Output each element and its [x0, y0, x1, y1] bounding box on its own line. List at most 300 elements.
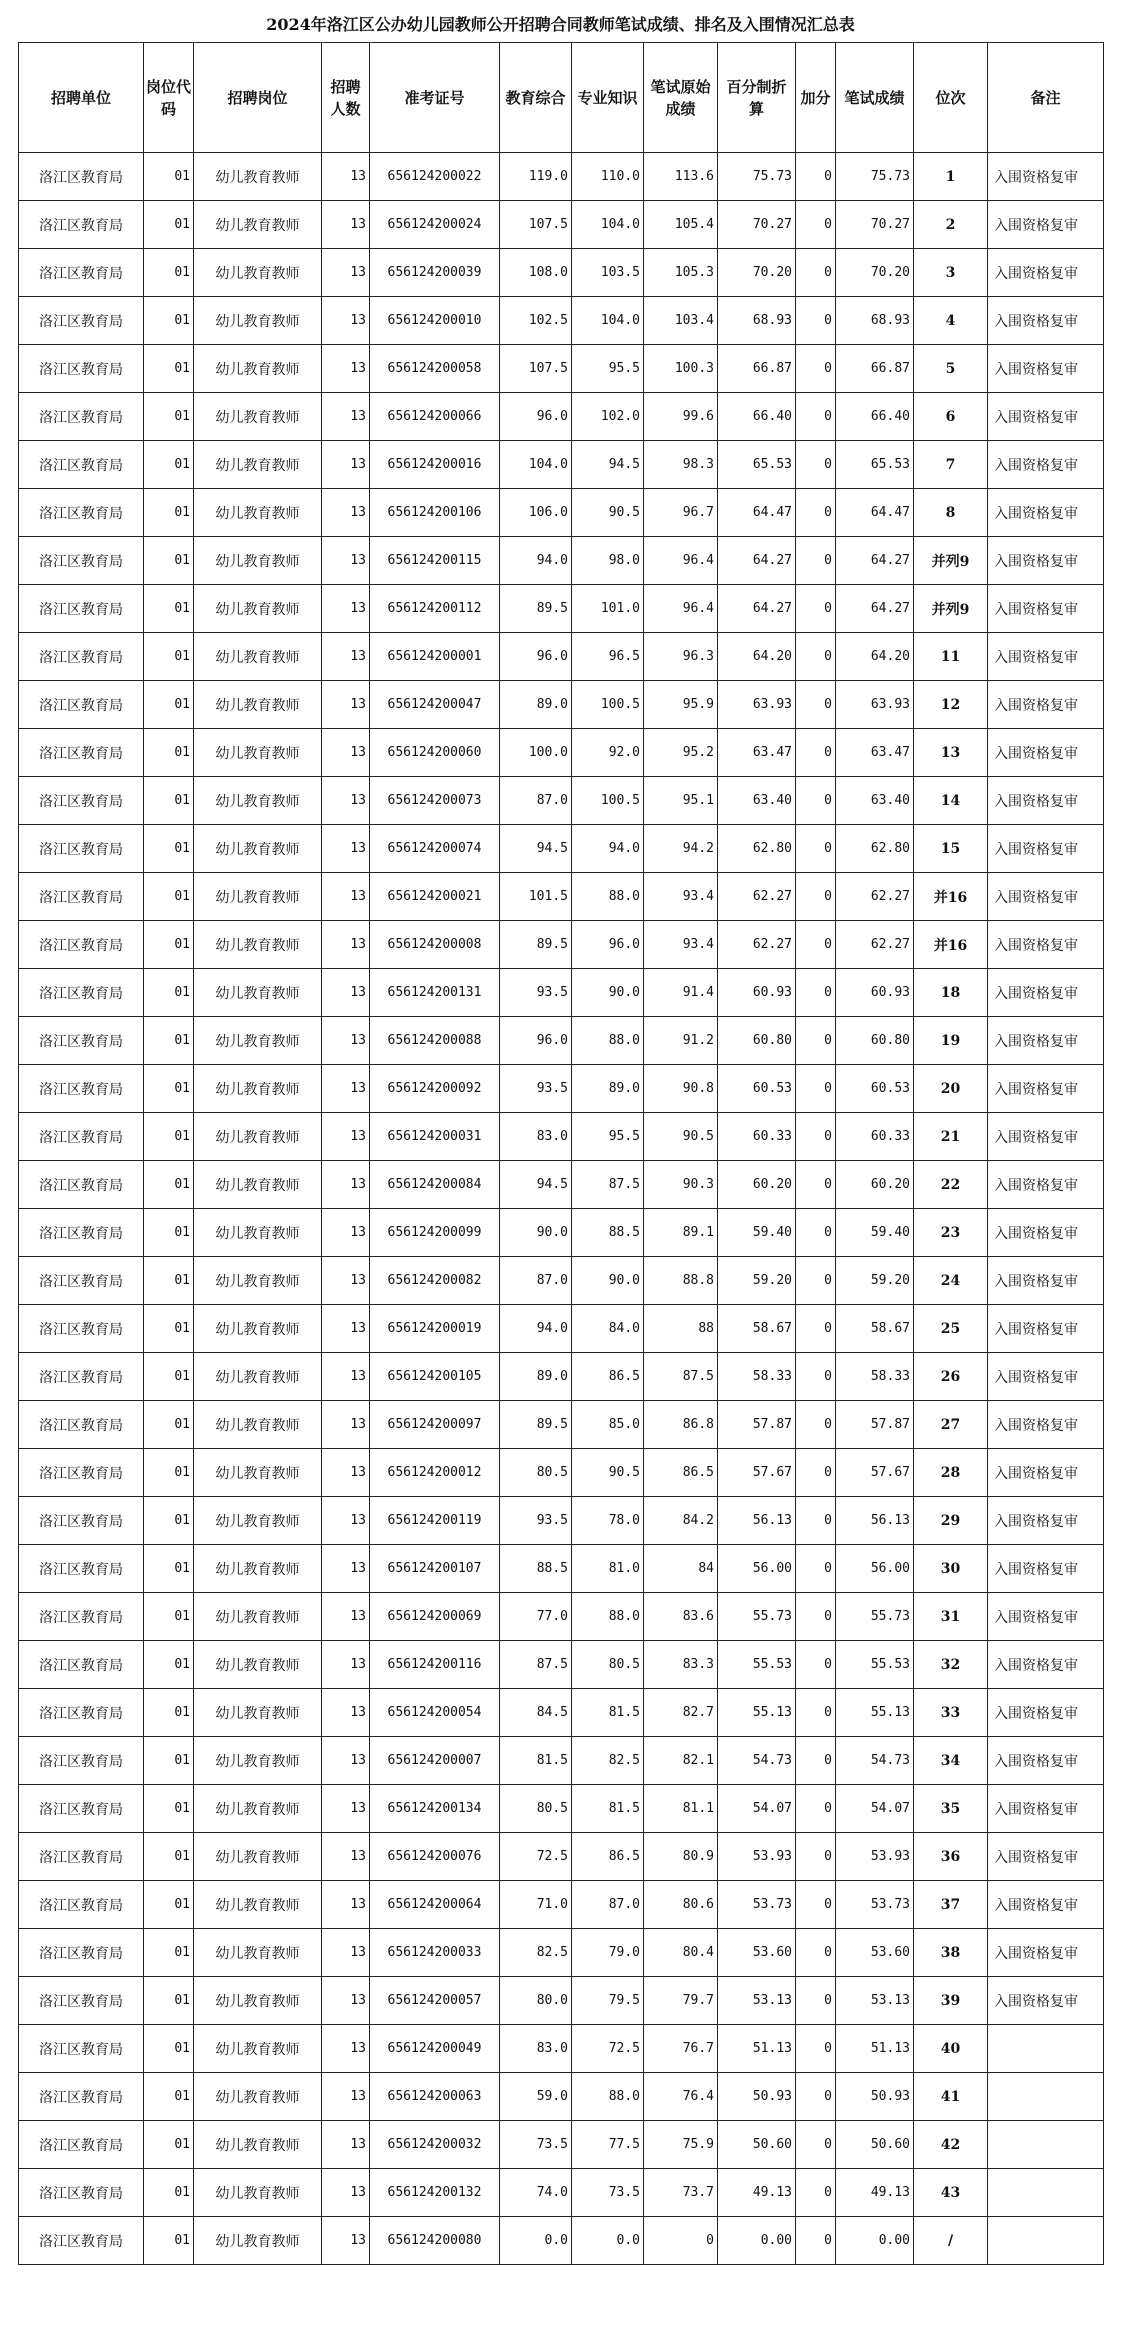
table-row	[19, 1353, 1104, 1401]
table-row	[19, 1641, 1104, 1689]
cell-raw-score: 90.5	[644, 1113, 718, 1161]
cell-ticket-number: 656124200076	[370, 1833, 500, 1881]
cell-note: 入围资格复审	[988, 1977, 1104, 2025]
cell-raw-score: 73.7	[644, 2169, 718, 2217]
cell-note: 入围资格复审	[988, 201, 1104, 249]
cell-post-code: 01	[144, 1209, 194, 1257]
cell-written-score: 56.00	[836, 1545, 914, 1593]
cell-ticket-number: 656124200019	[370, 1305, 500, 1353]
cell-ticket-number: 656124200024	[370, 201, 500, 249]
cell-edu-score: 94.0	[500, 537, 572, 585]
table-row	[19, 921, 1104, 969]
cell-post: 幼儿教育教师	[194, 393, 322, 441]
cell-percent-score: 57.67	[718, 1449, 796, 1497]
cell-post: 幼儿教育教师	[194, 873, 322, 921]
cell-quota: 13	[322, 1401, 370, 1449]
cell-written-score: 75.73	[836, 153, 914, 201]
cell-post: 幼儿教育教师	[194, 2217, 322, 2265]
cell-quota: 13	[322, 201, 370, 249]
cell-edu-score: 107.5	[500, 345, 572, 393]
cell-unit: 洛江区教育局	[19, 2121, 144, 2169]
cell-raw-score: 91.2	[644, 1017, 718, 1065]
cell-quota: 13	[322, 633, 370, 681]
cell-percent-score: 60.80	[718, 1017, 796, 1065]
cell-bonus: 0	[796, 633, 836, 681]
cell-post: 幼儿教育教师	[194, 2169, 322, 2217]
cell-raw-score: 76.4	[644, 2073, 718, 2121]
cell-raw-score: 75.9	[644, 2121, 718, 2169]
cell-prof-score: 94.5	[572, 441, 644, 489]
cell-note: 入围资格复审	[988, 489, 1104, 537]
cell-prof-score: 90.0	[572, 969, 644, 1017]
cell-written-score: 55.73	[836, 1593, 914, 1641]
cell-percent-score: 58.33	[718, 1353, 796, 1401]
cell-quota: 13	[322, 1881, 370, 1929]
cell-edu-score: 72.5	[500, 1833, 572, 1881]
cell-percent-score: 56.00	[718, 1545, 796, 1593]
cell-written-score: 65.53	[836, 441, 914, 489]
cell-rank: 28	[914, 1449, 988, 1497]
cell-written-score: 57.87	[836, 1401, 914, 1449]
table-row	[19, 1929, 1104, 1977]
column-header: 专业知识	[572, 43, 644, 153]
cell-post-code: 01	[144, 681, 194, 729]
cell-post-code: 01	[144, 1929, 194, 1977]
cell-note: 入围资格复审	[988, 297, 1104, 345]
table-row	[19, 873, 1104, 921]
cell-raw-score: 88.8	[644, 1257, 718, 1305]
table-row	[19, 1593, 1104, 1641]
cell-ticket-number: 656124200080	[370, 2217, 500, 2265]
cell-raw-score: 95.9	[644, 681, 718, 729]
cell-unit: 洛江区教育局	[19, 489, 144, 537]
cell-unit: 洛江区教育局	[19, 2217, 144, 2265]
cell-prof-score: 81.0	[572, 1545, 644, 1593]
cell-bonus: 0	[796, 489, 836, 537]
cell-post-code: 01	[144, 1689, 194, 1737]
cell-post-code: 01	[144, 345, 194, 393]
table-row	[19, 393, 1104, 441]
cell-prof-score: 86.5	[572, 1833, 644, 1881]
cell-raw-score: 103.4	[644, 297, 718, 345]
cell-percent-score: 64.27	[718, 585, 796, 633]
cell-prof-score: 95.5	[572, 345, 644, 393]
cell-written-score: 56.13	[836, 1497, 914, 1545]
cell-rank: 37	[914, 1881, 988, 1929]
cell-post-code: 01	[144, 249, 194, 297]
cell-edu-score: 96.0	[500, 1017, 572, 1065]
cell-raw-score: 95.2	[644, 729, 718, 777]
cell-ticket-number: 656124200022	[370, 153, 500, 201]
cell-percent-score: 60.93	[718, 969, 796, 1017]
cell-unit: 洛江区教育局	[19, 1737, 144, 1785]
cell-post-code: 01	[144, 201, 194, 249]
cell-rank: 25	[914, 1305, 988, 1353]
cell-ticket-number: 656124200047	[370, 681, 500, 729]
cell-post-code: 01	[144, 1977, 194, 2025]
cell-unit: 洛江区教育局	[19, 2025, 144, 2073]
cell-post-code: 01	[144, 1785, 194, 1833]
cell-ticket-number: 656124200097	[370, 1401, 500, 1449]
cell-unit: 洛江区教育局	[19, 1353, 144, 1401]
cell-post: 幼儿教育教师	[194, 1737, 322, 1785]
cell-written-score: 64.27	[836, 537, 914, 585]
cell-unit: 洛江区教育局	[19, 1545, 144, 1593]
cell-percent-score: 57.87	[718, 1401, 796, 1449]
cell-written-score: 55.13	[836, 1689, 914, 1737]
cell-rank: 43	[914, 2169, 988, 2217]
cell-rank: 31	[914, 1593, 988, 1641]
cell-edu-score: 77.0	[500, 1593, 572, 1641]
cell-post: 幼儿教育教师	[194, 345, 322, 393]
cell-prof-score: 90.0	[572, 1257, 644, 1305]
cell-written-score: 54.07	[836, 1785, 914, 1833]
cell-prof-score: 88.5	[572, 1209, 644, 1257]
cell-written-score: 62.27	[836, 873, 914, 921]
cell-note	[988, 2073, 1104, 2121]
cell-raw-score: 83.6	[644, 1593, 718, 1641]
cell-ticket-number: 656124200032	[370, 2121, 500, 2169]
cell-edu-score: 0.0	[500, 2217, 572, 2265]
cell-ticket-number: 656124200054	[370, 1689, 500, 1737]
cell-ticket-number: 656124200060	[370, 729, 500, 777]
cell-unit: 洛江区教育局	[19, 585, 144, 633]
cell-written-score: 64.20	[836, 633, 914, 681]
cell-bonus: 0	[796, 1161, 836, 1209]
table-row	[19, 537, 1104, 585]
cell-raw-score: 90.3	[644, 1161, 718, 1209]
cell-post-code: 01	[144, 1497, 194, 1545]
cell-quota: 13	[322, 2169, 370, 2217]
cell-percent-score: 53.13	[718, 1977, 796, 2025]
cell-note: 入围资格复审	[988, 1929, 1104, 1977]
cell-edu-score: 104.0	[500, 441, 572, 489]
cell-bonus: 0	[796, 297, 836, 345]
cell-rank: 34	[914, 1737, 988, 1785]
cell-percent-score: 50.93	[718, 2073, 796, 2121]
cell-unit: 洛江区教育局	[19, 297, 144, 345]
cell-post: 幼儿教育教师	[194, 1881, 322, 1929]
cell-edu-score: 80.0	[500, 1977, 572, 2025]
cell-rank: 6	[914, 393, 988, 441]
cell-bonus: 0	[796, 1017, 836, 1065]
cell-rank: 并列9	[914, 537, 988, 585]
cell-raw-score: 81.1	[644, 1785, 718, 1833]
cell-rank: 20	[914, 1065, 988, 1113]
cell-raw-score: 96.3	[644, 633, 718, 681]
cell-written-score: 59.20	[836, 1257, 914, 1305]
table-row	[19, 1401, 1104, 1449]
cell-unit: 洛江区教育局	[19, 1401, 144, 1449]
cell-prof-score: 88.0	[572, 873, 644, 921]
cell-percent-score: 51.13	[718, 2025, 796, 2073]
cell-rank: 24	[914, 1257, 988, 1305]
cell-unit: 洛江区教育局	[19, 1257, 144, 1305]
cell-note: 入围资格复审	[988, 921, 1104, 969]
cell-rank: 33	[914, 1689, 988, 1737]
cell-post-code: 01	[144, 969, 194, 1017]
cell-raw-score: 82.1	[644, 1737, 718, 1785]
cell-bonus: 0	[796, 1593, 836, 1641]
cell-quota: 13	[322, 1209, 370, 1257]
cell-percent-score: 68.93	[718, 297, 796, 345]
table-row	[19, 1065, 1104, 1113]
cell-post: 幼儿教育教师	[194, 1257, 322, 1305]
cell-bonus: 0	[796, 921, 836, 969]
cell-bonus: 0	[796, 1497, 836, 1545]
cell-post-code: 01	[144, 1833, 194, 1881]
cell-prof-score: 88.0	[572, 1017, 644, 1065]
cell-unit: 洛江区教育局	[19, 1689, 144, 1737]
cell-raw-score: 86.5	[644, 1449, 718, 1497]
cell-bonus: 0	[796, 1449, 836, 1497]
cell-unit: 洛江区教育局	[19, 1305, 144, 1353]
cell-written-score: 54.73	[836, 1737, 914, 1785]
cell-raw-score: 83.3	[644, 1641, 718, 1689]
cell-written-score: 57.67	[836, 1449, 914, 1497]
cell-rank: 1	[914, 153, 988, 201]
cell-written-score: 53.73	[836, 1881, 914, 1929]
cell-prof-score: 90.5	[572, 489, 644, 537]
cell-percent-score: 53.60	[718, 1929, 796, 1977]
cell-raw-score: 88	[644, 1305, 718, 1353]
cell-written-score: 64.27	[836, 585, 914, 633]
cell-raw-score: 82.7	[644, 1689, 718, 1737]
cell-post-code: 01	[144, 873, 194, 921]
table-row	[19, 2169, 1104, 2217]
cell-unit: 洛江区教育局	[19, 825, 144, 873]
cell-quota: 13	[322, 1497, 370, 1545]
cell-rank: 32	[914, 1641, 988, 1689]
cell-note: 入围资格复审	[988, 1641, 1104, 1689]
cell-prof-score: 94.0	[572, 825, 644, 873]
cell-unit: 洛江区教育局	[19, 1161, 144, 1209]
cell-bonus: 0	[796, 585, 836, 633]
cell-ticket-number: 656124200057	[370, 1977, 500, 2025]
cell-post: 幼儿教育教师	[194, 1833, 322, 1881]
cell-quota: 13	[322, 1065, 370, 1113]
cell-ticket-number: 656124200131	[370, 969, 500, 1017]
cell-bonus: 0	[796, 1737, 836, 1785]
cell-raw-score: 94.2	[644, 825, 718, 873]
cell-note	[988, 2169, 1104, 2217]
cell-raw-score: 90.8	[644, 1065, 718, 1113]
cell-prof-score: 81.5	[572, 1785, 644, 1833]
table-row	[19, 345, 1104, 393]
cell-edu-score: 59.0	[500, 2073, 572, 2121]
cell-rank: 2	[914, 201, 988, 249]
cell-post: 幼儿教育教师	[194, 1977, 322, 2025]
cell-post: 幼儿教育教师	[194, 1497, 322, 1545]
cell-rank: 15	[914, 825, 988, 873]
cell-post-code: 01	[144, 1017, 194, 1065]
cell-post-code: 01	[144, 1593, 194, 1641]
cell-written-score: 60.80	[836, 1017, 914, 1065]
cell-quota: 13	[322, 729, 370, 777]
cell-post: 幼儿教育教师	[194, 297, 322, 345]
cell-post: 幼儿教育教师	[194, 1929, 322, 1977]
cell-unit: 洛江区教育局	[19, 873, 144, 921]
cell-note	[988, 2025, 1104, 2073]
cell-edu-score: 81.5	[500, 1737, 572, 1785]
cell-rank: 14	[914, 777, 988, 825]
cell-note: 入围资格复审	[988, 1209, 1104, 1257]
cell-post: 幼儿教育教师	[194, 1545, 322, 1593]
cell-percent-score: 59.20	[718, 1257, 796, 1305]
cell-ticket-number: 656124200066	[370, 393, 500, 441]
column-header: 百分制折算	[718, 43, 796, 153]
cell-raw-score: 95.1	[644, 777, 718, 825]
cell-bonus: 0	[796, 441, 836, 489]
cell-post: 幼儿教育教师	[194, 2073, 322, 2121]
cell-quota: 13	[322, 2073, 370, 2121]
cell-percent-score: 59.40	[718, 1209, 796, 1257]
cell-bonus: 0	[796, 1113, 836, 1161]
cell-bonus: 0	[796, 2121, 836, 2169]
cell-quota: 13	[322, 297, 370, 345]
cell-post-code: 01	[144, 489, 194, 537]
cell-bonus: 0	[796, 1881, 836, 1929]
cell-rank: 23	[914, 1209, 988, 1257]
cell-post: 幼儿教育教师	[194, 1305, 322, 1353]
column-header: 招聘岗位	[194, 43, 322, 153]
cell-percent-score: 55.53	[718, 1641, 796, 1689]
score-table	[18, 42, 1104, 2265]
column-header: 招聘人数	[322, 43, 370, 153]
cell-bonus: 0	[796, 153, 836, 201]
cell-edu-score: 94.0	[500, 1305, 572, 1353]
cell-ticket-number: 656124200031	[370, 1113, 500, 1161]
cell-percent-score: 62.80	[718, 825, 796, 873]
cell-rank: 29	[914, 1497, 988, 1545]
cell-quota: 13	[322, 1737, 370, 1785]
cell-written-score: 66.87	[836, 345, 914, 393]
cell-note: 入围资格复审	[988, 777, 1104, 825]
cell-written-score: 55.53	[836, 1641, 914, 1689]
cell-bonus: 0	[796, 2073, 836, 2121]
cell-quota: 13	[322, 1833, 370, 1881]
cell-quota: 13	[322, 1017, 370, 1065]
cell-raw-score: 93.4	[644, 921, 718, 969]
cell-raw-score: 93.4	[644, 873, 718, 921]
table-row	[19, 1689, 1104, 1737]
cell-edu-score: 84.5	[500, 1689, 572, 1737]
cell-ticket-number: 656124200105	[370, 1353, 500, 1401]
cell-bonus: 0	[796, 1785, 836, 1833]
cell-raw-score: 96.4	[644, 585, 718, 633]
cell-rank: 41	[914, 2073, 988, 2121]
cell-raw-score: 80.9	[644, 1833, 718, 1881]
cell-prof-score: 77.5	[572, 2121, 644, 2169]
cell-post: 幼儿教育教师	[194, 1689, 322, 1737]
cell-edu-score: 94.5	[500, 1161, 572, 1209]
cell-prof-score: 100.5	[572, 777, 644, 825]
cell-quota: 13	[322, 1785, 370, 1833]
table-row	[19, 2121, 1104, 2169]
table-row	[19, 585, 1104, 633]
cell-ticket-number: 656124200016	[370, 441, 500, 489]
cell-note: 入围资格复审	[988, 633, 1104, 681]
cell-note: 入围资格复审	[988, 729, 1104, 777]
cell-rank: 26	[914, 1353, 988, 1401]
cell-note: 入围资格复审	[988, 345, 1104, 393]
cell-unit: 洛江区教育局	[19, 153, 144, 201]
cell-edu-score: 89.5	[500, 1401, 572, 1449]
cell-bonus: 0	[796, 1689, 836, 1737]
cell-quota: 13	[322, 1977, 370, 2025]
cell-post: 幼儿教育教师	[194, 1785, 322, 1833]
cell-bonus: 0	[796, 345, 836, 393]
cell-post: 幼儿教育教师	[194, 969, 322, 1017]
cell-edu-score: 88.5	[500, 1545, 572, 1593]
cell-note: 入围资格复审	[988, 585, 1104, 633]
cell-edu-score: 74.0	[500, 2169, 572, 2217]
cell-ticket-number: 656124200012	[370, 1449, 500, 1497]
table-row	[19, 201, 1104, 249]
cell-post-code: 01	[144, 1449, 194, 1497]
cell-post-code: 01	[144, 777, 194, 825]
cell-bonus: 0	[796, 2217, 836, 2265]
cell-edu-score: 119.0	[500, 153, 572, 201]
cell-quota: 13	[322, 1449, 370, 1497]
cell-post: 幼儿教育教师	[194, 729, 322, 777]
cell-unit: 洛江区教育局	[19, 633, 144, 681]
cell-written-score: 68.93	[836, 297, 914, 345]
cell-post-code: 01	[144, 729, 194, 777]
column-header: 招聘单位	[19, 43, 144, 153]
cell-rank: 39	[914, 1977, 988, 2025]
cell-ticket-number: 656124200134	[370, 1785, 500, 1833]
cell-note: 入围资格复审	[988, 969, 1104, 1017]
cell-post-code: 01	[144, 1161, 194, 1209]
cell-prof-score: 88.0	[572, 2073, 644, 2121]
cell-written-score: 0.00	[836, 2217, 914, 2265]
cell-post-code: 01	[144, 825, 194, 873]
cell-quota: 13	[322, 1113, 370, 1161]
cell-unit: 洛江区教育局	[19, 1065, 144, 1113]
cell-bonus: 0	[796, 1257, 836, 1305]
cell-percent-score: 70.20	[718, 249, 796, 297]
cell-edu-score: 71.0	[500, 1881, 572, 1929]
cell-rank: 4	[914, 297, 988, 345]
cell-rank: 36	[914, 1833, 988, 1881]
cell-raw-score: 98.3	[644, 441, 718, 489]
cell-unit: 洛江区教育局	[19, 777, 144, 825]
cell-rank: 并16	[914, 873, 988, 921]
cell-written-score: 60.33	[836, 1113, 914, 1161]
cell-quota: 13	[322, 873, 370, 921]
cell-rank: 3	[914, 249, 988, 297]
cell-ticket-number: 656124200132	[370, 2169, 500, 2217]
cell-raw-score: 87.5	[644, 1353, 718, 1401]
cell-post: 幼儿教育教师	[194, 249, 322, 297]
cell-percent-score: 75.73	[718, 153, 796, 201]
cell-written-score: 53.60	[836, 1929, 914, 1977]
cell-post-code: 01	[144, 1353, 194, 1401]
table-row	[19, 1977, 1104, 2025]
table-row	[19, 1833, 1104, 1881]
cell-ticket-number: 656124200073	[370, 777, 500, 825]
cell-rank: 12	[914, 681, 988, 729]
cell-unit: 洛江区教育局	[19, 201, 144, 249]
cell-unit: 洛江区教育局	[19, 2073, 144, 2121]
cell-quota: 13	[322, 2217, 370, 2265]
cell-note: 入围资格复审	[988, 1065, 1104, 1113]
cell-quota: 13	[322, 681, 370, 729]
cell-prof-score: 101.0	[572, 585, 644, 633]
cell-ticket-number: 656124200063	[370, 2073, 500, 2121]
cell-ticket-number: 656124200001	[370, 633, 500, 681]
